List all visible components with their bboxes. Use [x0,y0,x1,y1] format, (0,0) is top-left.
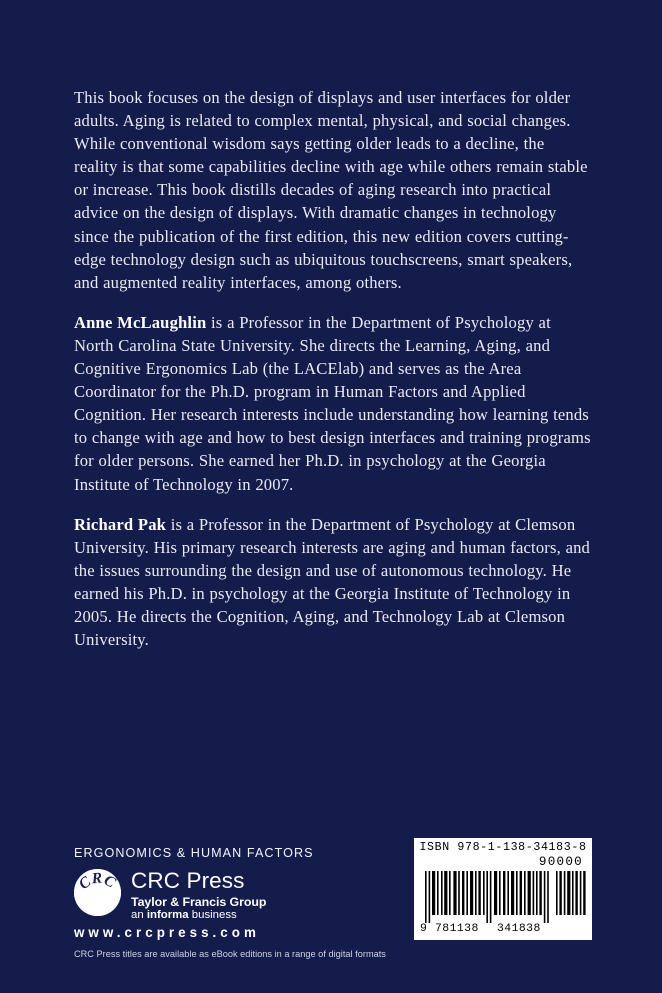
author-bio-richard-pak [74,513,592,652]
publisher-imprint-block [74,846,394,959]
informa-tagline [131,910,266,921]
informa-brand: informa [146,909,189,922]
ean-right-group: 341838 [497,922,541,935]
author-bio-text-richard-pak: is a Professor in the Department of Psychology at Clemson University. His primary research interests are aging and human factors, and the issues surrounding the design and use of autonomous technology. He earned his Ph.D. in psychology at the Georgia Institute of Technology in 2005. He directs the Cognition, Aging, and Technology Lab at Clemson University. [74,514,591,650]
crc-roundel-icon [74,869,121,916]
isbn-barcode-panel [414,838,592,940]
author-bio-anne-mclaughlin [74,311,592,496]
ebook-availability-note: CRC Press titles are available as eBook editions in a range of digital formats [74,949,386,959]
ean-lead-digit: 9 [420,922,428,935]
back-cover-blurb [74,86,592,651]
blurb-paragraph-description: This book focuses on the design of displays and user interfaces for older adults. Aging is related to complex mental, physical, and social changes. While conventional wisdom says getting older leads to a decline, the reality is that some capabilities decline with age while others remain stable or increase. This book distills decades of aging research into practical advice on the design of displays. With dramatic changes in technology since the publication of the first edition, this new edition covers cutting-edge technology design such as ubiquitous touchscreens, smart speakers, and augmented reality interfaces, among others. [74,88,588,292]
publisher-website-url[interactable]: www.crcpress.com [74,925,260,940]
barcode-bars [419,871,587,923]
informa-prefix: an [131,909,147,922]
author-name-anne-mclaughlin: Anne McLaughlin [74,312,207,332]
ean-digits [419,923,587,936]
series-label: ERGONOMICS & HUMAN FACTORS [74,846,314,860]
author-bio-text-anne-mclaughlin: is a Professor in the Department of Psychology at North Carolina State University. She directs the Learning, Aging, and Cognitive Ergonomics Lab (the LACElab) and serves as the Area Coordinator for the Ph.D. program in Human Factors and Applied Cognition. Her research interests include understanding how learning tends to change with age and how to best design interfaces and training programs for older persons. She earned her Ph.D. in psychology at the Georgia Institute of Technology in 2007. [74,312,591,494]
publisher-group: Taylor & Francis Group [131,894,267,909]
publisher-name: CRC Press [131,868,245,893]
author-name-richard-pak: Richard Pak [74,514,167,534]
crc-press-wordmark [131,869,266,922]
price-code-text: 90000 [538,854,583,869]
ean-left-group: 781138 [435,922,479,935]
isbn-text: ISBN 978-1-138-34183-8 [419,841,587,854]
crc-press-logo [74,868,394,922]
informa-suffix: business [188,909,237,922]
svg-text:CRC: CRC [75,869,119,894]
